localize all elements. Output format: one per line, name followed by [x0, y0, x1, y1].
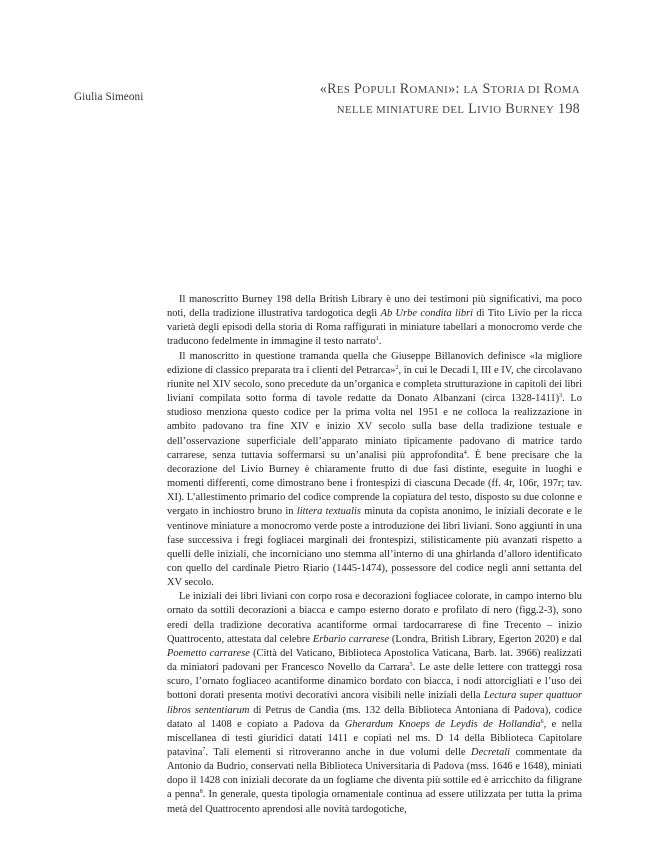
footnote-ref-2[interactable]: 2	[395, 364, 399, 371]
paragraph-2: Il manoscritto in questione tramanda quella che Giuseppe Billanovich definisce «la migliore edizione di classico preparata tra i clienti del Petrarca»$^2$, in cui le Decadi I, III e IV, che circolavano riunite nel XIV secolo, sono precedute da un’organica e completa strutturazione in capitoli dei libri liviani compilata sotto forma di tavole redatte da Donato Albanzani (circa 1328-1411)$^3$. Lo studioso menziona questo codice per la prima volta nel 1951 e ne colloca la realizzazione in ambito padovano tra fine XIV e inizio XV secolo sulla base della tradizione testuale e dell’osservazione superficiale dell’apparato miniato tipicamente padovano di matrice tardo carrarese, senza tuttavia soffermarsi su un’analisi più approfondita$^4$. È bene precisare che la decorazione del Livio Burney è chiaramente frutto di due fasi distinte, eseguite in luoghi e momenti differenti, come dimostrano bene i frontespizi di ciascuna Decade (ff. 4r, 106r, 197r; tav. XI). L’allestimento primario del codice comprende la copiatura del testo, disposto su due colonne e vergato in inchiostro bruno in littera textualis minuta da copista anonimo, le iniziali decorate e le ventinove miniature a monocromo verde poste a introduzione dei libri liviani. Sono aggiunti in una fase successiva i fregi fogliacei marginali dei frontespizi, stilisticamente più avanzati rispetto a quelli delle iniziali, che incorniciano uno stemma all’interno di una ghirlanda d’alloro identificato con quello del cardinale Pietro Riario (1445-1474), possessore del codice negli anni settanta del XV secolo.	[167, 350, 582, 589]
footnote-ref-3[interactable]: 3	[559, 393, 563, 400]
footnote-ref-4[interactable]: 4	[463, 449, 467, 456]
running-head-author: Giulia Simeoni	[74, 91, 144, 103]
paragraph-3: Le iniziali dei libri liviani con corpo rosa e decorazioni fogliacee colorate, in campo interno blu ornato da sottili decorazioni a biacca e campo esterno dorato e profilato di nero (figg.2-3), sono eredi della tradizione decorativa acantiforme ormai tardocarrarese di fine Trecento – inizio Quattrocento, attestata dal celebre Erbario carrarese (Londra, British Library, Egerton 2020) e dal Poemetto carrarese (Città del Vaticano, Biblioteca Apostolica Vaticana, Barb. lat. 3966) realizzati da miniatori padovani per Francesco Novello da Carrara$^5$. Le aste delle lettere con tratteggi rosa scuro, l’ornato fogliaceo acantiforme dinamico bordato con biacca, i nodi attorcigliati e l’uso dei bottoni dorati presenta motivi decorativi ancora visibili nelle iniziali della Lectura super quattuor libros sententiarum di Petrus de Candia (ms. 132 della Biblioteca Antoniana di Padova), codice datato al 1408 e copiato a Padova da Gherardum Knoeps de Leydis de Hollandia$^6$, e nella miscellanea di testi giuridici datati 1411 e copiati nel ms. D 14 della Biblioteca Capitolare patavina$^7$. Tali elementi si ritroveranno anche in due volumi delle Decretali commentate da Antonio da Budrio, conservati nella Biblioteca Universitaria di Padova (mss. 1646 e 1648), miniati dopo il 1428 con iniziali decorate da un fogliame che diventa più sottile ed è arricchito da filigrane a penna$^8$. In generale, questa tipologia ornamentale continua ad essere utilizzata per tutta la prima metà del Quattrocento aprendosi alle novità tardogotiche,	[167, 591, 583, 815]
article-title	[250, 80, 580, 120]
footnote-ref-8[interactable]: 8	[199, 789, 203, 796]
footnote-ref-6[interactable]: 6	[540, 718, 544, 725]
footnote-ref-7[interactable]: 7	[202, 747, 206, 753]
article-title-line-1: «RES POPULI ROMANI»: LA STORIA DI ROMA	[319, 81, 580, 97]
footnote-ref-1[interactable]: 1	[375, 336, 379, 343]
article-body	[167, 293, 582, 817]
footnote-ref-5[interactable]: 5	[409, 662, 413, 669]
article-title-line-2: NELLE MINIATURE DEL LIVIO BURNEY 198	[336, 101, 580, 117]
paragraph-1: Il manoscritto Burney 198 della British Library è uno dei testimoni più significativi, ma poco noti, della tradizione illustrativa tardogotica degli Ab Urbe condita libri di Tito Livio per la ricca varietà degli episodi della storia di Roma raffigurati in miniature tabellari a monocromo verde che traducono fedelmente in immagine il testo narrato$^1$.	[167, 294, 582, 348]
